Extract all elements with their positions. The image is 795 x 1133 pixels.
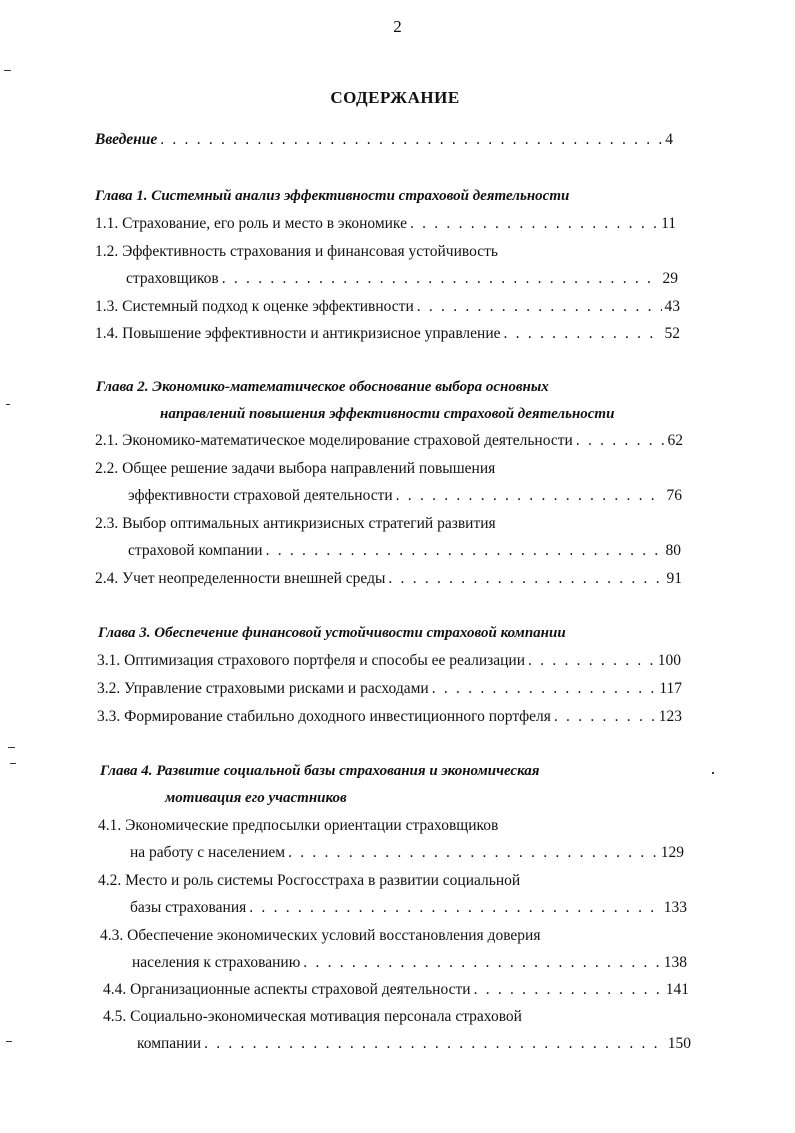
- toc-page-number: 129: [660, 844, 684, 861]
- toc-entry-label: базы страхования: [130, 899, 247, 916]
- toc-page-number: 91: [666, 570, 682, 587]
- toc-entry-label: 1.1. Страхование, его роль и место в экономике: [95, 215, 407, 232]
- toc-entry-4-1[interactable]: [130, 842, 684, 864]
- leader-dots: [288, 842, 658, 864]
- toc-entry-1-3[interactable]: [95, 296, 680, 318]
- leader-dots: [554, 706, 656, 728]
- page-number: 2: [393, 17, 402, 36]
- leader-dots: [266, 540, 663, 562]
- chapter-2-heading-line1[interactable]: Глава 2. Экономико-математическое обоснование выбора основных: [96, 379, 549, 395]
- toc-entry-label: 4.4. Организационные аспекты страховой деятельности: [103, 981, 471, 998]
- toc-page-number: 138: [663, 954, 687, 971]
- toc-page-number: 52: [664, 325, 680, 342]
- leader-dots: [396, 485, 664, 507]
- toc-entry-4-2[interactable]: [130, 897, 687, 919]
- chapter-3-heading[interactable]: Глава 3. Обеспечение финансовой устойчивости страховой компании: [98, 625, 566, 641]
- toc-entry-2-4[interactable]: [95, 568, 682, 590]
- toc-entry-2-1[interactable]: [95, 430, 683, 452]
- leader-dots: [249, 897, 660, 919]
- toc-page-number: 150: [667, 1035, 691, 1052]
- toc-entry-4-5-line1[interactable]: 4.5. Социально-экономическая мотивация персонала страховой: [103, 1008, 522, 1025]
- scan-speck: [712, 772, 714, 774]
- leader-dots: [417, 296, 662, 318]
- toc-entry-label: 1.3. Системный подход к оценке эффективности: [95, 298, 414, 315]
- chapter-4-heading-line1[interactable]: Глава 4. Развитие социальной базы страхования и экономическая: [100, 763, 540, 779]
- chapter-2-heading-line2[interactable]: направлений повышения эффективности страховой деятельности: [160, 406, 615, 422]
- toc-entry-label: страховой компании: [128, 542, 263, 559]
- toc-page-number: 123: [658, 708, 682, 725]
- toc-page-number: 62: [667, 432, 683, 449]
- leader-dots: [222, 268, 660, 290]
- toc-entry-2-2-line1[interactable]: 2.2. Общее решение задачи выбора направлений повышения: [95, 460, 496, 477]
- toc-entry-label: 1.4. Повышение эффективности и антикризисное управление: [95, 325, 501, 342]
- leader-dots: [528, 650, 655, 672]
- toc-entry-3-3[interactable]: [97, 706, 682, 728]
- scan-speck: [4, 70, 11, 71]
- toc-entry-1-4[interactable]: [95, 323, 680, 345]
- scan-speck: [6, 1041, 12, 1042]
- toc-page-number: 80: [665, 542, 681, 559]
- toc-entry-4-4[interactable]: [103, 979, 689, 1001]
- leader-dots: [576, 430, 665, 452]
- toc-entry-3-2[interactable]: [97, 678, 682, 700]
- toc-page-number: 11: [661, 215, 676, 232]
- toc-entry-label: компании: [137, 1035, 202, 1052]
- toc-page-number: 76: [666, 487, 682, 504]
- toc-page-number: 100: [657, 652, 681, 669]
- toc-entry-intro[interactable]: [95, 129, 673, 151]
- leader-dots: [410, 213, 658, 235]
- scan-speck: [10, 763, 16, 764]
- toc-entry-4-3[interactable]: [132, 952, 687, 974]
- toc-entry-label: 2.4. Учет неопределенности внешней среды: [95, 570, 386, 587]
- toc-page-number: 4: [665, 131, 673, 148]
- toc-page-number: 29: [662, 270, 678, 287]
- toc-entry-3-1[interactable]: [97, 650, 681, 672]
- toc-entry-4-1-line1[interactable]: 4.1. Экономические предпосылки ориентации страховщиков: [98, 817, 499, 834]
- toc-entry-label: 2.1. Экономико-математическое моделирование страховой деятельности: [95, 432, 573, 449]
- toc-page-number: 133: [663, 899, 687, 916]
- toc-entry-4-2-line1[interactable]: 4.2. Место и роль системы Росгосстраха в развитии социальной: [98, 872, 521, 889]
- toc-entry-label: 3.1. Оптимизация страхового портфеля и способы ее реализации: [97, 652, 526, 669]
- toc-entry-label: населения к страхованию: [132, 954, 301, 971]
- toc-entry-2-2[interactable]: [128, 485, 682, 507]
- toc-page-number: 141: [665, 981, 689, 998]
- toc-entry-label: Введение: [95, 131, 158, 148]
- leader-dots: [432, 678, 657, 700]
- toc-entry-label: 3.3. Формирование стабильно доходного инвестиционного портфеля: [97, 708, 551, 725]
- leader-dots: [504, 323, 662, 345]
- toc-entry-2-3-line1[interactable]: 2.3. Выбор оптимальных антикризисных стратегий развития: [95, 515, 496, 532]
- toc-entry-label: на работу с населением: [130, 844, 286, 861]
- toc-entry-label: эффективности страховой деятельности: [128, 487, 393, 504]
- chapter-1-heading[interactable]: Глава 1. Системный анализ эффективности страховой деятельности: [95, 188, 570, 204]
- toc-entry-1-1[interactable]: [95, 213, 676, 235]
- scan-speck: [8, 747, 15, 748]
- toc-entry-2-3[interactable]: [128, 540, 681, 562]
- page-title: СОДЕРЖАНИЕ: [330, 88, 460, 107]
- toc-entry-1-2[interactable]: [126, 268, 678, 290]
- toc-entry-4-3-line1[interactable]: 4.3. Обеспечение экономических условий восстановления доверия: [100, 927, 541, 944]
- toc-entry-label: страховщиков: [126, 270, 219, 287]
- toc-page-number: 117: [659, 680, 682, 697]
- leader-dots: [204, 1033, 665, 1055]
- leader-dots: [160, 129, 662, 151]
- scan-speck: [6, 404, 10, 405]
- toc-entry-4-5[interactable]: [137, 1033, 691, 1055]
- toc-entry-1-2-line1[interactable]: 1.2. Эффективность страхования и финансовая устойчивость: [95, 243, 498, 260]
- leader-dots: [474, 979, 663, 1001]
- chapter-4-heading-line2[interactable]: мотивация его участников: [165, 790, 347, 806]
- leader-dots: [303, 952, 660, 974]
- toc-page-number: 43: [664, 298, 680, 315]
- leader-dots: [388, 568, 663, 590]
- toc-entry-label: 3.2. Управление страховыми рисками и расходами: [97, 680, 429, 697]
